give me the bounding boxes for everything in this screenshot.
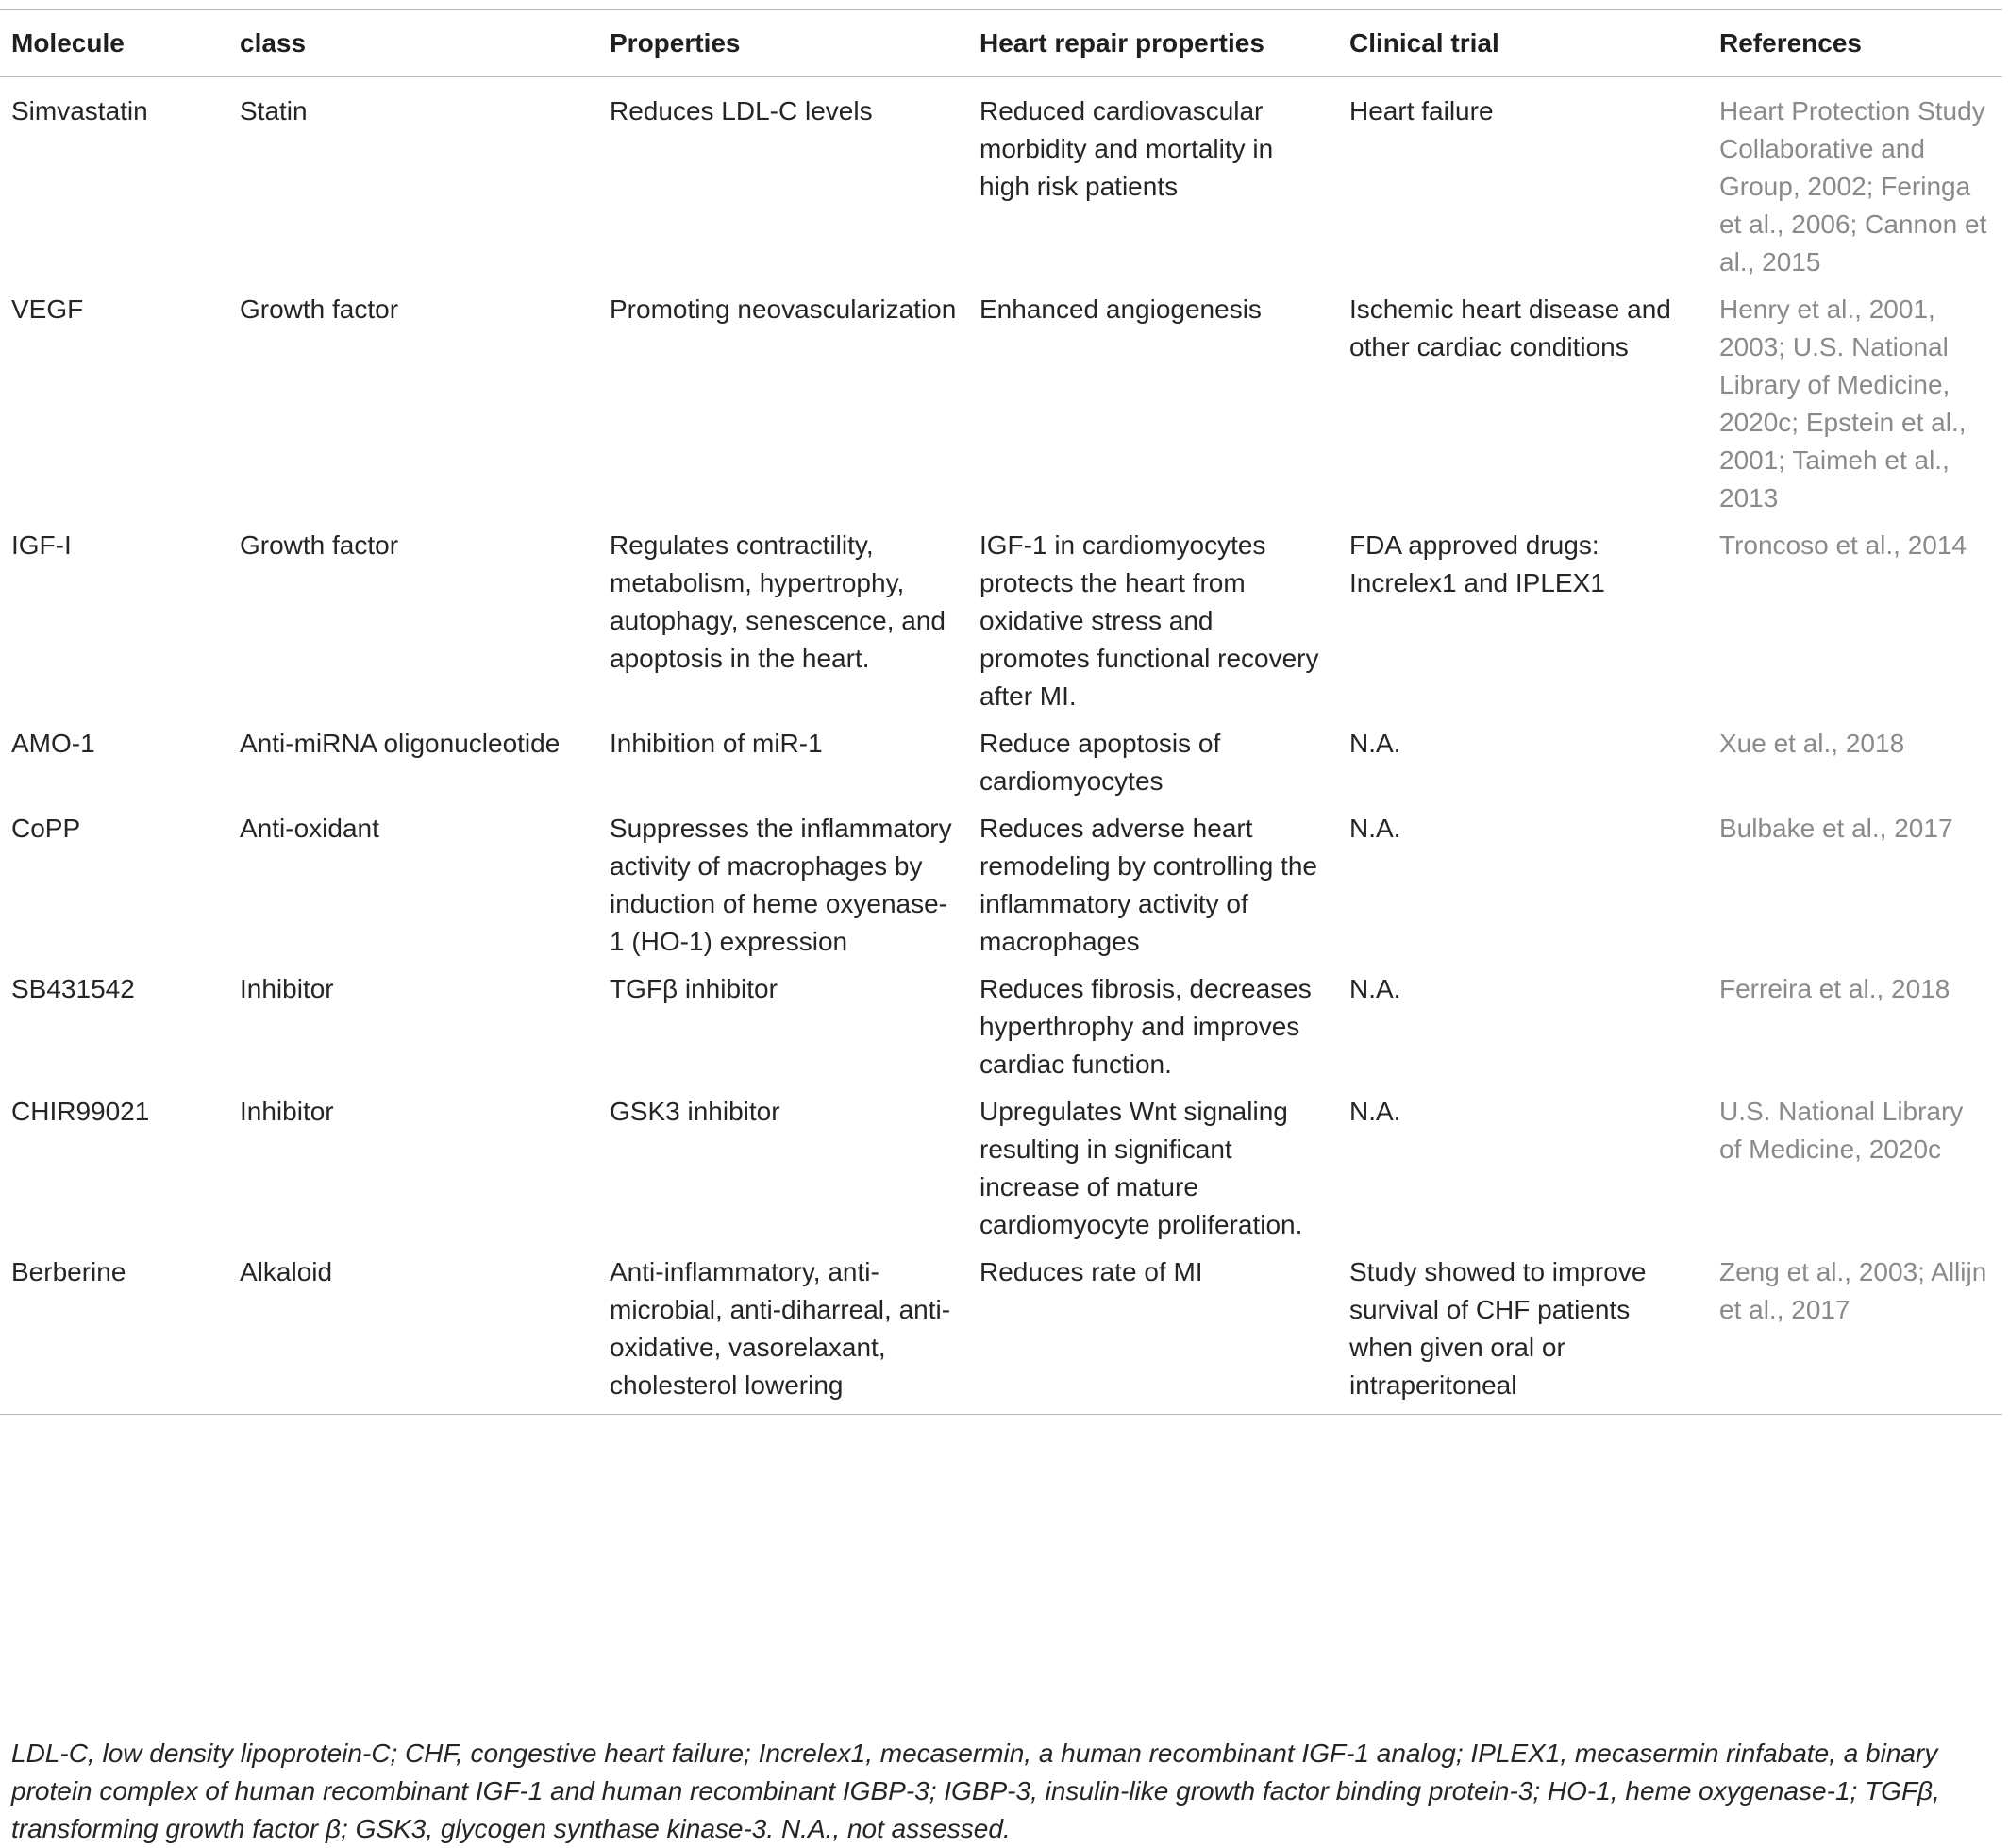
table-row — [0, 1087, 2002, 1248]
table-row — [0, 285, 2002, 521]
cell-molecule: AMO-1 — [11, 729, 95, 758]
cell-clinical-trial: N.A. — [1349, 814, 1401, 843]
cell-class: Statin — [240, 96, 308, 126]
cell-properties: TGFβ inhibitor — [610, 974, 778, 1003]
cell-properties: Promoting neovascularization — [610, 294, 957, 324]
cell-heart-repair: Reduces rate of MI — [979, 1257, 1203, 1286]
table-body — [0, 77, 2002, 1415]
cell-properties: Inhibition of miR-1 — [610, 729, 823, 758]
cell-references[interactable]: Troncoso et al., 2014 — [1719, 530, 1967, 560]
table-row — [0, 77, 2002, 286]
cell-clinical-trial: Study showed to improve survival of CHF patients when given oral or intraperitoneal — [1349, 1257, 1647, 1400]
header-class: class — [240, 28, 307, 58]
table-row — [0, 804, 2002, 965]
cell-properties: Anti-inflammatory, anti-microbial, anti-diharreal, anti-oxidative, vasorelaxant, cholesterol lowering — [610, 1257, 951, 1400]
cell-clinical-trial: FDA approved drugs: Increlex1 and IPLEX1 — [1349, 530, 1605, 597]
cell-properties: Reduces LDL-C levels — [610, 96, 873, 126]
table-footnote: LDL-C, low density lipoprotein-C; CHF, congestive heart failure; Increlex1, mecasermin, a human recombinant IGF-1 analog; IPLEX1, mecasermin rinfabate, a binary protein complex of human recombinant IGF-1 and human recombinant IGBP-3; IGBP-3, insulin-like growth factor binding protein-3; HO-1, heme oxygenase-1; TGFβ, transforming growth factor β; GSK3, glycogen synthase kinase-3. N.A., not assessed. — [11, 1739, 1940, 1843]
table-row — [0, 965, 2002, 1087]
cell-heart-repair: Enhanced angiogenesis — [979, 294, 1262, 324]
cell-class: Anti-miRNA oligonucleotide — [240, 729, 561, 758]
header-heart-repair-properties: Heart repair properties — [979, 28, 1264, 58]
cell-clinical-trial: Ischemic heart disease and other cardiac conditions — [1349, 294, 1671, 361]
cell-molecule: Berberine — [11, 1257, 126, 1286]
cell-heart-repair: Reduces fibrosis, decreases hyperthrophy and improves cardiac function. — [979, 974, 1312, 1079]
cell-clinical-trial: Heart failure — [1349, 96, 1494, 126]
header-molecule: Molecule — [11, 28, 125, 58]
header-references: References — [1719, 28, 1862, 58]
cell-molecule: Simvastatin — [11, 96, 148, 126]
cell-references[interactable]: Zeng et al., 2003; Allijn et al., 2017 — [1719, 1257, 1987, 1324]
cell-class: Inhibitor — [240, 974, 334, 1003]
cell-molecule: VEGF — [11, 294, 84, 324]
header-clinical-trial: Clinical trial — [1349, 28, 1499, 58]
cell-references[interactable]: U.S. National Library of Medicine, 2020c — [1719, 1097, 1964, 1164]
cell-clinical-trial: N.A. — [1349, 1097, 1401, 1126]
cell-heart-repair: IGF-1 in cardiomyocytes protects the heart from oxidative stress and promotes functional recovery after MI. — [979, 530, 1319, 711]
table-row — [0, 521, 2002, 719]
cell-class: Alkaloid — [240, 1257, 333, 1286]
cell-clinical-trial: N.A. — [1349, 729, 1401, 758]
cell-class: Anti-oxidant — [240, 814, 379, 843]
header-properties: Properties — [610, 28, 741, 58]
cell-references[interactable]: Henry et al., 2001, 2003; U.S. National Library of Medicine, 2020c; Epstein et al., 2001; Taimeh et al., 2013 — [1719, 294, 1967, 512]
cell-properties: Suppresses the inflammatory activity of macrophages by induction of heme oxyenase-1 (HO-1) expression — [610, 814, 952, 956]
header-row — [0, 10, 2002, 77]
table-row — [0, 1248, 2002, 1415]
cell-heart-repair: Reduce apoptosis of cardiomyocytes — [979, 729, 1221, 796]
cell-references[interactable]: Ferreira et al., 2018 — [1719, 974, 1950, 1003]
cell-references[interactable]: Heart Protection Study Collaborative and Group, 2002; Feringa et al., 2006; Cannon et al., 2015 — [1719, 96, 1987, 277]
cell-heart-repair: Upregulates Wnt signaling resulting in significant increase of mature cardiomyocyte proliferation. — [979, 1097, 1303, 1239]
cell-heart-repair: Reduced cardiovascular morbidity and mortality in high risk patients — [979, 96, 1274, 201]
cell-references[interactable]: Bulbake et al., 2017 — [1719, 814, 1953, 843]
cell-class: Inhibitor — [240, 1097, 334, 1126]
table-header — [0, 10, 2002, 77]
table-row — [0, 719, 2002, 804]
cell-properties: Regulates contractility, metabolism, hypertrophy, autophagy, senescence, and apoptosis in the heart. — [610, 530, 946, 673]
cell-class: Growth factor — [240, 294, 399, 324]
cell-molecule: SB431542 — [11, 974, 135, 1003]
cell-clinical-trial: N.A. — [1349, 974, 1401, 1003]
cell-molecule: CHIR99021 — [11, 1097, 150, 1126]
cell-properties: GSK3 inhibitor — [610, 1097, 780, 1126]
cell-molecule: IGF-I — [11, 530, 72, 560]
cell-references[interactable]: Xue et al., 2018 — [1719, 729, 1905, 758]
cell-molecule: CoPP — [11, 814, 81, 843]
molecules-table — [0, 9, 2002, 1415]
cell-class: Growth factor — [240, 530, 399, 560]
cell-heart-repair: Reduces adverse heart remodeling by controlling the inflammatory activity of macrophages — [979, 814, 1317, 956]
